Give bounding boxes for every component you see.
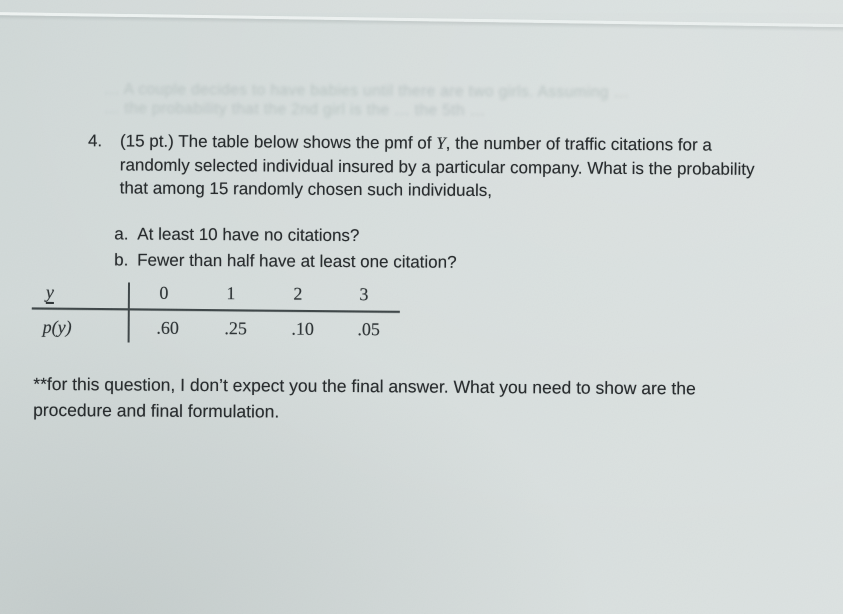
pmf-p-value-2: .10 (291, 318, 315, 339)
pmf-table (32, 281, 400, 349)
note-line-2: procedure and final formulation. (33, 399, 280, 422)
pmf-p-value-0: .60 (156, 317, 180, 338)
pmf-y-value-3: 3 (359, 284, 369, 305)
sub-questions (114, 221, 457, 274)
bleed-through-line-2: … the probability that the 2nd girl is the … the 5th … (103, 99, 486, 120)
table-vertical-rule (128, 282, 130, 342)
variable-symbol: Y (436, 133, 446, 153)
pmf-p-value-1: .25 (224, 318, 248, 339)
sub-question-a-label: a. (114, 224, 129, 244)
pmf-p-row-label: p(y) (42, 316, 72, 338)
sub-question-b-text: Fewer than half have at least one citation? (137, 250, 457, 272)
sub-question-b-label: b. (114, 249, 129, 269)
pmf-y-row-label: y (45, 281, 55, 302)
table-horizontal-rule (32, 307, 400, 312)
question-4 (88, 129, 755, 204)
question-text-line-3: that among 15 randomly chosen such individuals, (119, 178, 493, 201)
question-line1-pre: (15 pt.) The table below shows the pmf of (119, 131, 437, 153)
pmf-p-value-3: .05 (357, 319, 381, 340)
bleed-through-line-1: … A couple decides to have babies until there are two girls. Assuming … (103, 80, 630, 102)
sub-question-a (114, 221, 457, 249)
note-line-1: **for this question, I don’t expect you the final answer. What you need to show are the (33, 373, 696, 399)
sub-question-a-text: At least 10 have no citations? (137, 224, 360, 246)
pmf-y-value-2: 2 (293, 283, 303, 304)
pmf-y-value-0: 0 (159, 282, 169, 303)
pmf-y-value-1: 1 (226, 283, 236, 304)
question-number: 4. (87, 131, 103, 151)
question-line1-post: , the number of traffic citations for a (445, 133, 712, 155)
instructor-note (33, 371, 696, 428)
sub-question-b (114, 247, 457, 275)
question-text-line-2: randomly selected individual insured by a particular company. What is the probability (119, 154, 755, 179)
